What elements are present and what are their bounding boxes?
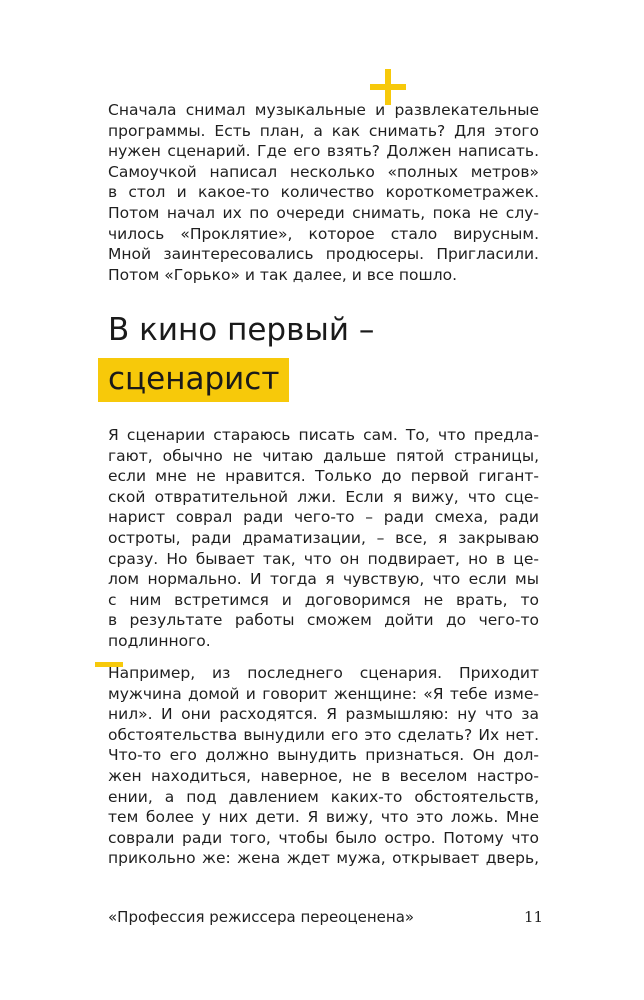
text-line: прикольно же: жена ждет мужа, открывает дверь, <box>108 849 539 868</box>
text-line: тем более у них дети. Я вижу, что это ложь. Мне <box>108 808 539 827</box>
text-line: сразу. Но бывает так, что он подвирает, но в це- <box>108 549 539 568</box>
text-line: в результате работы сможем дойти до чего-то <box>108 611 539 630</box>
text-line: Я сценарии стараюсь писать сам. То, что предла- <box>108 426 539 444</box>
text-line: Самоучкой написал несколько «полных метров» <box>108 162 539 181</box>
text-line: Потом начал их по очереди снимать, пока не слу- <box>108 203 539 222</box>
text-line: жен находиться, наверное, не в веселом настро- <box>108 766 539 785</box>
text-line: в стол и какое-то количество короткометражек. <box>108 183 539 202</box>
text-line: с ним встретимся и договоримся не врать, то <box>108 590 539 609</box>
heading-line-1: В кино первый – <box>108 312 375 348</box>
text-line: чилось «Проклятие», которое стало вирусным. <box>108 224 539 243</box>
text-line: ской отвратительной лжи. Если я вижу, что сце- <box>108 487 539 506</box>
text-line: Потом «Горько» и так далее, и все пошло. <box>108 265 458 284</box>
text-line: нарист соврал ради чего-то – ради смеха, ради <box>108 508 539 527</box>
text-line: нужен сценарий. Где его взять? Должен написать. <box>108 142 539 161</box>
text-line: остроты, ради драматизации, – все, я закрываю <box>108 528 539 547</box>
heading-highlight: сценарист <box>98 358 289 402</box>
section-heading <box>108 310 374 402</box>
paragraph-example <box>108 663 539 869</box>
text-line: подлинного. <box>108 631 211 650</box>
text-line: мужчина домой и говорит женщине: «Я тебе изме- <box>108 684 539 703</box>
text-line: ении, а под давлением каких-то обстоятельств, <box>108 787 539 806</box>
text-line: программы. Есть план, а как снимать? Для этого <box>108 121 539 140</box>
text-line: нил». И они расходятся. Я размышляю: ну что за <box>108 705 539 724</box>
text-line: обстоятельства вынудили его это сделать? Их нет. <box>108 725 539 744</box>
text-line: соврали ради того, чтобы было остро. Потому что <box>108 828 539 847</box>
text-line: Сначала снимал музыкальные и развлекательные <box>108 101 539 119</box>
text-line: Мной заинтересовались продюсеры. Пригласили. <box>108 245 539 264</box>
text-line: если мне не нравится. Только до первой гигант- <box>108 467 539 486</box>
page-number: 11 <box>524 908 544 926</box>
paragraph-intro <box>108 100 539 285</box>
text-line: гают, обычно не читаю дальше пятой страницы, <box>108 446 539 465</box>
text-line: Что-то его должно вынудить признаться. Он дол- <box>108 746 539 765</box>
text-line: лом нормально. И тогда я чувствую, что если мы <box>108 570 539 589</box>
running-footer-title: «Профессия режиссера переоценена» <box>108 908 415 926</box>
text-line: Например, из последнего сценария. Приходит <box>108 664 539 682</box>
paragraph-screenplays <box>108 425 539 652</box>
